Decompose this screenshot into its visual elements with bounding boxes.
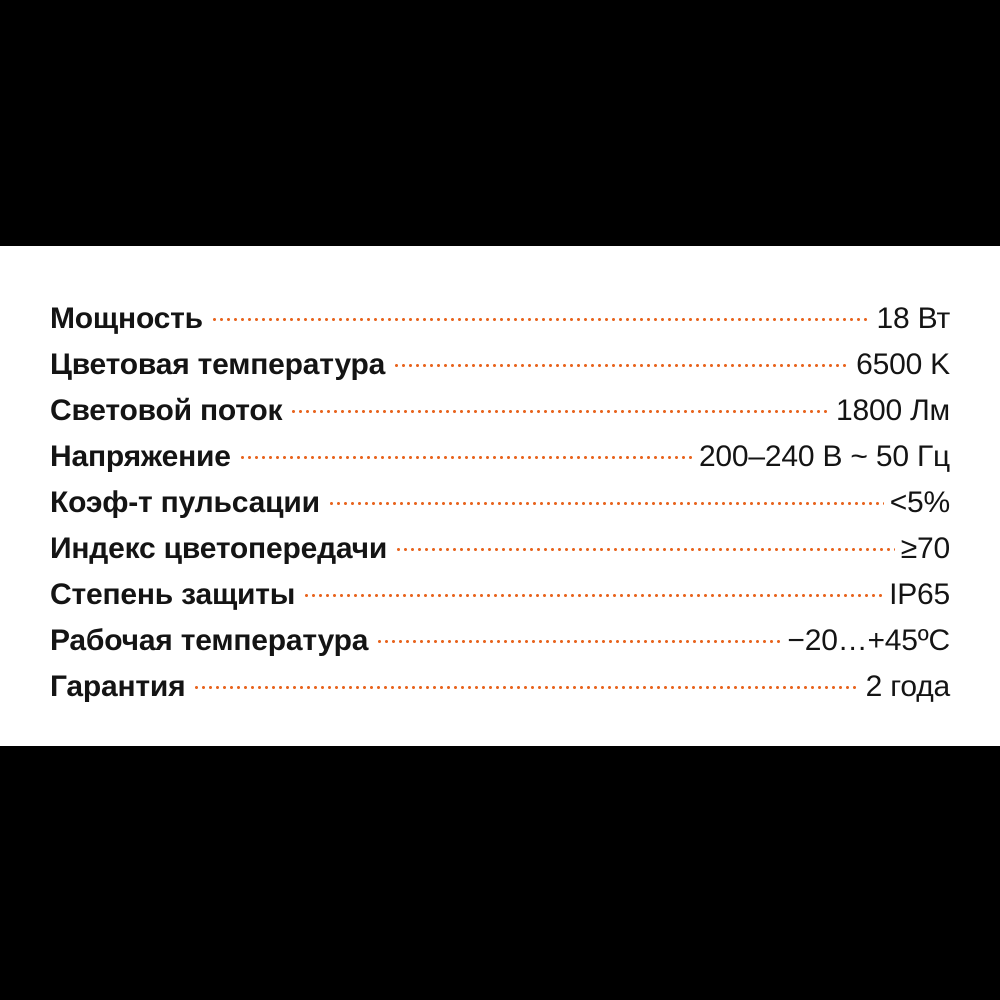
dot-leader [395, 528, 895, 558]
spec-label: Степень защиты [50, 578, 296, 611]
dot-leader [328, 482, 884, 512]
spec-row-voltage [50, 436, 950, 482]
spec-label: Индекс цветопередачи [50, 532, 388, 565]
spec-value: 6500 K [856, 348, 950, 381]
dot-leader [303, 574, 883, 604]
spec-value: ≥70 [900, 532, 950, 565]
dot-leader [376, 620, 781, 650]
spec-value: −20…+45ºC [787, 624, 950, 657]
spec-row-power [50, 298, 950, 344]
dot-leader [239, 436, 693, 466]
spec-row-color-rendering-index [50, 528, 950, 574]
spec-value: 1800 Лм [836, 394, 950, 427]
spec-row-ingress-protection [50, 574, 950, 620]
spec-value: 200–240 В ~ 50 Гц [698, 440, 950, 473]
spec-row-flicker-coefficient [50, 482, 950, 528]
spec-row-color-temperature [50, 344, 950, 390]
spec-label: Коэф-т пульсации [50, 486, 320, 519]
spec-label: Световой поток [50, 394, 283, 427]
spec-label: Рабочая температура [50, 624, 369, 657]
spec-label: Мощность [50, 302, 203, 335]
dot-leader [393, 344, 850, 374]
spec-row-operating-temperature [50, 620, 950, 666]
spec-label: Напряжение [50, 440, 231, 473]
spec-row-warranty [50, 666, 950, 712]
specifications-panel [0, 246, 1000, 746]
spec-row-luminous-flux [50, 390, 950, 436]
dot-leader [290, 390, 830, 420]
dot-leader [193, 666, 859, 696]
spec-value: 2 года [865, 670, 950, 703]
spec-label: Цветовая температура [50, 348, 386, 381]
dot-leader [211, 298, 871, 328]
spec-value: <5% [889, 486, 950, 519]
spec-value: IP65 [889, 578, 950, 611]
spec-value: 18 Вт [876, 302, 950, 335]
spec-label: Гарантия [50, 670, 186, 703]
